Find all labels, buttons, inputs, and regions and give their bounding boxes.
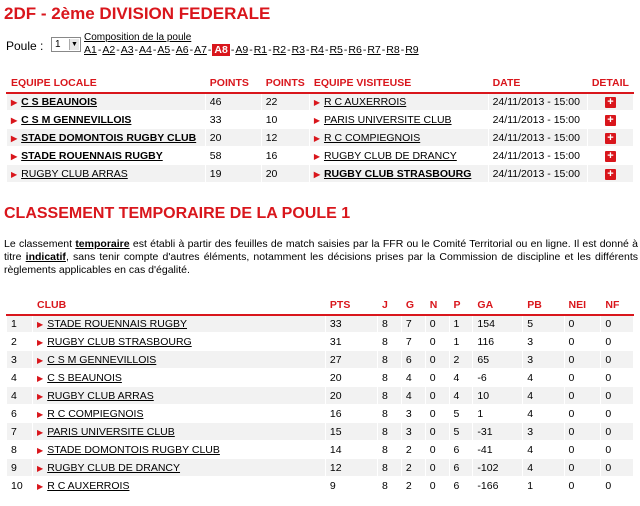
match-date: 24/11/2013 - 15:00: [488, 111, 587, 129]
home-points: 19: [205, 165, 261, 183]
match-row: [7, 147, 634, 165]
col-detail: DETAIL: [587, 75, 633, 93]
triangle-right-icon: ▶: [37, 355, 44, 365]
matches-header-row: [7, 75, 634, 93]
poule-link-a2[interactable]: A2: [102, 44, 116, 56]
standings-g: 2: [401, 459, 425, 477]
standings-nf: 0: [601, 387, 634, 405]
poule-link-r5[interactable]: R5: [329, 44, 343, 56]
standings-header-row: [7, 297, 634, 315]
club-name: PARIS UNIVERSITE CLUB: [47, 425, 175, 438]
matches-table: [6, 74, 634, 183]
col-n: N: [425, 297, 449, 315]
poule-link-a3[interactable]: A3: [120, 44, 134, 56]
standings-p: 6: [449, 459, 473, 477]
poule-link-r2[interactable]: R2: [272, 44, 287, 56]
club-name: C S M GENNEVILLOIS: [47, 353, 157, 366]
standings-j: 8: [377, 423, 401, 441]
col-nf: NF: [601, 297, 634, 315]
standings-j: 8: [377, 405, 401, 423]
standings-pb: 4: [523, 387, 564, 405]
desc-temporaire: temporaire: [75, 238, 130, 250]
standings-g: 7: [401, 315, 425, 333]
standings-ga: 1: [473, 405, 523, 423]
club-name: STADE ROUENNAIS RUGBY: [47, 317, 188, 330]
triangle-right-icon: ▶: [313, 97, 320, 107]
standings-nf: 0: [601, 351, 634, 369]
poule-link-separator: -: [306, 44, 310, 56]
triangle-right-icon: ▶: [37, 409, 44, 419]
club-name: C S BEAUNOIS: [47, 371, 122, 384]
club-name: RUGBY CLUB ARRAS: [47, 389, 154, 402]
standings-nf: 0: [601, 477, 634, 495]
plus-icon[interactable]: +: [605, 115, 616, 126]
col-points-away: POINTS: [261, 75, 309, 93]
standings-nei: 0: [564, 315, 601, 333]
standings-row: [7, 333, 634, 351]
standings-ga: -6: [473, 369, 523, 387]
standings-g: 6: [401, 351, 425, 369]
standings-row: [7, 387, 634, 405]
col-points-home: POINTS: [205, 75, 261, 93]
standings-pts: 12: [325, 459, 377, 477]
standings-n: 0: [425, 423, 449, 441]
home-team-link[interactable]: [7, 93, 206, 111]
club-name: RUGBY CLUB DE DRANCY: [47, 461, 181, 474]
standings-g: 4: [401, 387, 425, 405]
standings-pts: 31: [325, 333, 377, 351]
poule-link-separator: -: [268, 44, 272, 56]
home-team-name: C S BEAUNOIS: [21, 95, 97, 108]
poule-label: Poule :: [6, 39, 44, 53]
poule-link-a7[interactable]: A7: [194, 44, 207, 56]
poule-link-separator: -: [152, 44, 157, 56]
page-title: 2DF - 2ème DIVISION FEDERALE: [4, 4, 271, 23]
poule-link-separator: -: [249, 44, 253, 56]
standings-row: [7, 477, 634, 495]
standings-nei: 0: [564, 387, 601, 405]
poule-link-separator: -: [207, 44, 212, 56]
away-team-name: RUGBY CLUB DE DRANCY: [323, 149, 457, 162]
standings-row: [7, 423, 634, 441]
poule-link-r1[interactable]: R1: [253, 44, 268, 56]
standings-pb: 3: [523, 423, 564, 441]
standings-g: 4: [401, 369, 425, 387]
club-link[interactable]: [33, 351, 326, 369]
poule-selector-row: [4, 32, 636, 56]
col-equipe-visiteuse: EQUIPE VISITEUSE: [309, 75, 488, 93]
classement-title: CLASSEMENT TEMPORAIRE DE LA POULE 1: [4, 205, 351, 222]
standings-pb: 1: [523, 477, 564, 495]
triangle-right-icon: ▶: [37, 391, 44, 401]
standings-j: 8: [377, 387, 401, 405]
match-row: [7, 165, 634, 183]
club-link[interactable]: [33, 423, 326, 441]
standings-nei: 0: [564, 369, 601, 387]
standings-pb: 4: [523, 369, 564, 387]
poule-select[interactable]: [51, 37, 81, 52]
standings-n: 0: [425, 441, 449, 459]
standings-pts: 9: [325, 477, 377, 495]
poule-link-separator: -: [287, 44, 291, 56]
standings-n: 0: [425, 351, 449, 369]
standings-n: 0: [425, 369, 449, 387]
standings-pts: 27: [325, 351, 377, 369]
standings-row: [7, 315, 634, 333]
home-points: 46: [205, 93, 261, 111]
standings-ga: 10: [473, 387, 523, 405]
poule-link-separator: -: [400, 44, 405, 56]
standings-rank: 3: [7, 351, 33, 369]
standings-ga: 154: [473, 315, 523, 333]
standings-nei: 0: [564, 459, 601, 477]
standings-pb: 4: [523, 405, 564, 423]
standings-ga: -166: [473, 477, 523, 495]
away-points: 12: [261, 129, 309, 147]
col-ga: GA: [473, 297, 523, 315]
home-team-name: STADE DOMONTOIS RUGBY CLUB: [21, 131, 197, 144]
match-date: 24/11/2013 - 15:00: [488, 129, 587, 147]
away-team-name: R C AUXERROIS: [323, 95, 407, 108]
standings-nf: 0: [601, 405, 634, 423]
triangle-right-icon: ▶: [313, 115, 320, 125]
poule-link-separator: -: [230, 44, 235, 56]
home-team-link[interactable]: [7, 165, 206, 183]
home-points: 58: [205, 147, 261, 165]
col-j: J: [377, 297, 401, 315]
standings-n: 0: [425, 459, 449, 477]
standings-row: [7, 441, 634, 459]
standings-n: 0: [425, 333, 449, 351]
triangle-right-icon: ▶: [37, 427, 44, 437]
away-points: 10: [261, 111, 309, 129]
home-team-name: RUGBY CLUB ARRAS: [21, 167, 128, 180]
club-link[interactable]: [33, 387, 326, 405]
home-points: 33: [205, 111, 261, 129]
home-team-name: C S M GENNEVILLOIS: [21, 113, 132, 126]
standings-pts: 20: [325, 387, 377, 405]
standings-g: 2: [401, 441, 425, 459]
standings-rank: 1: [7, 315, 33, 333]
away-team-link[interactable]: [309, 147, 488, 165]
standings-row: [7, 405, 634, 423]
standings-j: 8: [377, 441, 401, 459]
poule-link-separator: -: [116, 44, 120, 56]
standings-ga: -41: [473, 441, 523, 459]
col-nei: NEI: [564, 297, 601, 315]
standings-nei: 0: [564, 333, 601, 351]
standings-p: 5: [449, 405, 473, 423]
standings-pts: 15: [325, 423, 377, 441]
standings-j: 8: [377, 333, 401, 351]
standings-row: [7, 351, 634, 369]
match-row: [7, 111, 634, 129]
away-points: 20: [261, 165, 309, 183]
triangle-right-icon: ▶: [11, 169, 18, 179]
standings-p: 1: [449, 315, 473, 333]
match-row: [7, 93, 634, 111]
standings-nf: 0: [601, 423, 634, 441]
standings-j: 8: [377, 351, 401, 369]
standings-p: 6: [449, 441, 473, 459]
standings-p: 2: [449, 351, 473, 369]
standings-rank: 8: [7, 441, 33, 459]
standings-pts: 14: [325, 441, 377, 459]
standings-rank: 4: [7, 369, 33, 387]
triangle-right-icon: ▶: [313, 169, 320, 179]
triangle-right-icon: ▶: [37, 337, 44, 347]
away-team-name: RUGBY CLUB STRASBOURG: [323, 167, 472, 180]
detail-cell: [587, 111, 633, 129]
standings-g: 2: [401, 477, 425, 495]
detail-cell: [587, 165, 633, 183]
standings-nei: 0: [564, 423, 601, 441]
match-date: 24/11/2013 - 15:00: [488, 165, 587, 183]
standings-p: 4: [449, 387, 473, 405]
poule-links: [84, 44, 419, 56]
triangle-right-icon: ▶: [313, 151, 320, 161]
triangle-right-icon: ▶: [11, 151, 18, 161]
home-team-link[interactable]: [7, 147, 206, 165]
standings-p: 6: [449, 477, 473, 495]
club-link[interactable]: [33, 369, 326, 387]
triangle-right-icon: ▶: [37, 463, 44, 473]
standings-j: 8: [377, 315, 401, 333]
poule-link-r7[interactable]: R7: [367, 44, 381, 56]
standings-p: 1: [449, 333, 473, 351]
col-club: CLUB: [33, 297, 326, 315]
standings-g: 3: [401, 423, 425, 441]
standings-pb: 4: [523, 441, 564, 459]
triangle-right-icon: ▶: [11, 133, 18, 143]
standings-nei: 0: [564, 405, 601, 423]
standings-nf: 0: [601, 441, 634, 459]
club-link[interactable]: [33, 459, 326, 477]
standings-row: [7, 459, 634, 477]
standings-p: 5: [449, 423, 473, 441]
poule-link-a4[interactable]: A4: [139, 44, 152, 56]
standings-j: 8: [377, 459, 401, 477]
classement-description: [4, 238, 638, 277]
away-points: 16: [261, 147, 309, 165]
poule-link-r8[interactable]: R8: [386, 44, 400, 56]
club-name: R C COMPIEGNOIS: [47, 407, 144, 420]
away-team-name: PARIS UNIVERSITE CLUB: [323, 113, 452, 126]
match-date: 24/11/2013 - 15:00: [488, 93, 587, 111]
standings-row: [7, 369, 634, 387]
standings-n: 0: [425, 405, 449, 423]
col-date: DATE: [488, 75, 587, 93]
standings-ga: -102: [473, 459, 523, 477]
plus-icon[interactable]: +: [605, 151, 616, 162]
standings-ga: 65: [473, 351, 523, 369]
home-team-name: STADE ROUENNAIS RUGBY: [21, 149, 163, 162]
away-team-link[interactable]: [309, 165, 488, 183]
poule-link-r4[interactable]: R4: [310, 44, 324, 56]
club-name: STADE DOMONTOIS RUGBY CLUB: [47, 443, 220, 456]
club-link[interactable]: [33, 441, 326, 459]
club-link[interactable]: [33, 405, 326, 423]
club-name: RUGBY CLUB STRASBOURG: [47, 335, 192, 348]
poule-link-separator: -: [171, 44, 175, 56]
standings-nf: 0: [601, 315, 634, 333]
poule-link-a6[interactable]: A6: [175, 44, 189, 56]
standings-pb: 4: [523, 459, 564, 477]
poule-link-separator: -: [97, 44, 102, 56]
poule-link-separator: -: [134, 44, 139, 56]
poule-link-a1[interactable]: A1: [84, 44, 97, 56]
detail-cell: [587, 129, 633, 147]
plus-icon[interactable]: +: [605, 97, 616, 108]
desc-text: Le classement: [4, 238, 76, 250]
home-team-link[interactable]: [7, 129, 206, 147]
home-points: 20: [205, 129, 261, 147]
standings-nf: 0: [601, 459, 634, 477]
col-pts: PTS: [325, 297, 377, 315]
standings-g: 7: [401, 333, 425, 351]
poule-link-a8[interactable]: A8: [214, 44, 228, 56]
home-team-link[interactable]: [7, 111, 206, 129]
poule-link-a5[interactable]: A5: [157, 44, 171, 56]
standings-pb: 3: [523, 351, 564, 369]
poule-link-separator: -: [362, 44, 367, 56]
standings-rank: 6: [7, 405, 33, 423]
match-date: 24/11/2013 - 15:00: [488, 147, 587, 165]
standings-ga: 116: [473, 333, 523, 351]
standings-table: [6, 296, 634, 495]
club-name: R C AUXERROIS: [47, 479, 130, 492]
plus-icon[interactable]: +: [605, 169, 616, 180]
triangle-right-icon: ▶: [37, 481, 44, 491]
club-link[interactable]: [33, 333, 326, 351]
standings-n: 0: [425, 477, 449, 495]
standings-pts: 16: [325, 405, 377, 423]
standings-pts: 20: [325, 369, 377, 387]
col-rank: [7, 297, 33, 315]
detail-cell: [587, 93, 633, 111]
away-team-name: R C COMPIEGNOIS: [323, 131, 421, 144]
standings-j: 8: [377, 369, 401, 387]
standings-rank: 4: [7, 387, 33, 405]
poule-link-separator: -: [343, 44, 348, 56]
triangle-right-icon: ▶: [37, 373, 44, 383]
poule-link-r3[interactable]: R3: [291, 44, 305, 56]
triangle-right-icon: ▶: [11, 97, 18, 107]
triangle-right-icon: ▶: [37, 445, 44, 455]
detail-cell: [587, 147, 633, 165]
poule-select-value: 1: [55, 39, 61, 50]
poule-link-separator: -: [189, 44, 194, 56]
standings-rank: 7: [7, 423, 33, 441]
standings-nf: 0: [601, 333, 634, 351]
standings-ga: -31: [473, 423, 523, 441]
composition-link[interactable]: Composition de la poule: [84, 32, 192, 43]
poule-link-a9[interactable]: A9: [235, 44, 249, 56]
standings-rank: 2: [7, 333, 33, 351]
col-equipe-locale: EQUIPE LOCALE: [7, 75, 206, 93]
standings-rank: 10: [7, 477, 33, 495]
col-p: P: [449, 297, 473, 315]
desc-indicatif: indicatif: [25, 251, 66, 263]
triangle-right-icon: ▶: [313, 133, 320, 143]
poule-link-separator: -: [381, 44, 386, 56]
standings-p: 4: [449, 369, 473, 387]
triangle-right-icon: ▶: [37, 319, 44, 329]
standings-rank: 9: [7, 459, 33, 477]
desc-text: , sans tenir compte d'autres éléments, notamment les décisions prises par la Commission de discipline et les différents règlements applicables en cas d'égalité.: [4, 251, 639, 276]
standings-nei: 0: [564, 351, 601, 369]
away-team-link[interactable]: [309, 129, 488, 147]
away-points: 22: [261, 93, 309, 111]
standings-j: 8: [377, 477, 401, 495]
chevron-down-icon: ▼: [69, 39, 79, 50]
standings-pb: 5: [523, 315, 564, 333]
col-g: G: [401, 297, 425, 315]
plus-icon[interactable]: +: [605, 133, 616, 144]
poule-link-r9[interactable]: R9: [405, 44, 419, 56]
standings-pb: 3: [523, 333, 564, 351]
away-team-link[interactable]: [309, 111, 488, 129]
triangle-right-icon: ▶: [11, 115, 18, 125]
standings-nf: 0: [601, 369, 634, 387]
standings-n: 0: [425, 315, 449, 333]
standings-pts: 33: [325, 315, 377, 333]
club-link[interactable]: [33, 477, 326, 495]
club-link[interactable]: [33, 315, 326, 333]
standings-n: 0: [425, 387, 449, 405]
standings-nei: 0: [564, 441, 601, 459]
match-row: [7, 129, 634, 147]
away-team-link[interactable]: [309, 93, 488, 111]
standings-nei: 0: [564, 477, 601, 495]
desc-text: est établi à partir des feuilles de match saisies par la FFR ou le Comité Territorial ou en ligne. Il est donné à titre: [4, 238, 638, 263]
poule-link-r6[interactable]: R6: [348, 44, 362, 56]
standings-g: 3: [401, 405, 425, 423]
col-pb: PB: [523, 297, 564, 315]
poule-link-separator: -: [324, 44, 329, 56]
